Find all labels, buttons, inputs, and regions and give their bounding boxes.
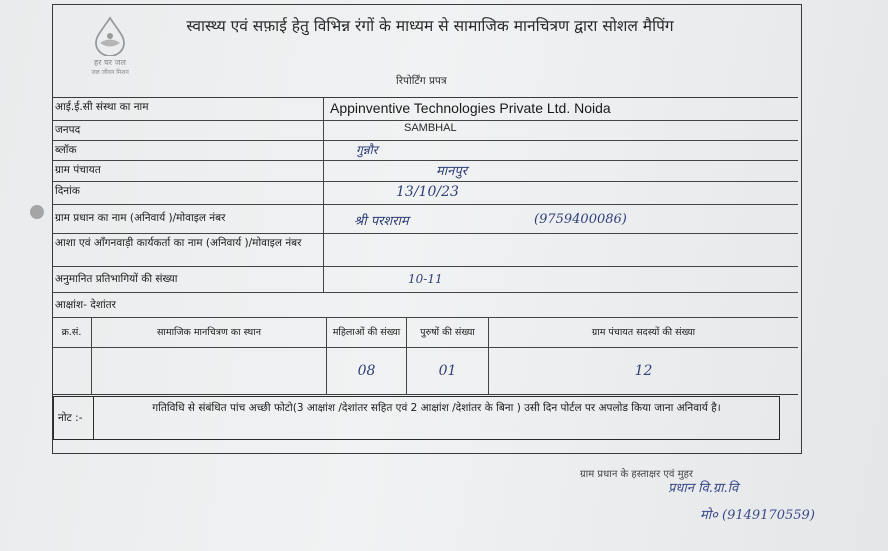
signature-label: ग्राम प्रधान के हस्ताक्षर एवं मुहर (580, 469, 693, 480)
field-value-date: 13/10/23 (396, 184, 459, 200)
field-value-district: SAMBHAL (404, 122, 457, 134)
signature-line-2: मो० (9149170559) (700, 508, 815, 523)
table-header-men: पुरुषों की संख्या (407, 318, 489, 348)
field-label-asha: आशा एवं आँगनवाड़ी कार्यकर्ता का नाम (अनिवार्य )/मोवाइल नंबर (52, 234, 324, 266)
field-label-latlong: आक्षांश- देशांतर (55, 299, 116, 311)
field-label-block: ब्लॉक (52, 141, 324, 160)
logo-line-2: जल जीवन मिशन (91, 69, 129, 76)
logo-line-1: हर घर जल (94, 58, 126, 67)
field-row-date (52, 182, 798, 205)
field-row-latlong (52, 293, 798, 317)
field-value-latlong (324, 293, 798, 317)
field-value-pradhan-mobile: (9759400086) (534, 212, 627, 227)
field-label-gram-panchayat: ग्राम पंचायत (52, 161, 324, 181)
field-value-asha (324, 234, 798, 266)
field-label-district: जनपद (52, 121, 324, 140)
form-fields (52, 97, 798, 317)
field-value-participants: 10-11 (408, 272, 443, 286)
field-value-gram-panchayat: मानपुर (436, 164, 468, 179)
participants-table (52, 317, 798, 395)
table-header-location: सामाजिक मानचित्रण का स्थान (92, 318, 327, 348)
field-label-date: दिनांक (52, 182, 324, 204)
field-row-block (52, 141, 798, 161)
table-cell-men: 01 (407, 348, 489, 394)
ink-smudge (30, 205, 44, 219)
note-box (53, 396, 780, 440)
table-header-members: ग्राम पंचायत सदस्यों की संख्या (489, 318, 798, 348)
signature-line-1: प्रधान वि.ग्रा.वि (668, 481, 739, 496)
field-label-iec: आई.ई.सी संस्था का नाम (52, 98, 324, 120)
water-drop-icon (90, 16, 130, 56)
field-row-pradhan (52, 205, 798, 234)
field-label-participants: अनुमानित प्रतिभागियों की संख्या (52, 267, 324, 292)
field-value-pradhan-name: श्री परशराम (354, 214, 409, 229)
jal-jeevan-mission-logo (60, 16, 160, 78)
form-title: स्वास्थ्य एवं सफ़ाई हेतु विभिन्न रंगों के माध्यम से सामाजिक मानचित्रण द्वारा सोशल मैपिंग (186, 17, 674, 35)
table-cell-members: 12 (634, 363, 653, 379)
form-subtitle: रिपोर्टिंग प्रपत्र (396, 75, 447, 87)
field-row-iec (52, 98, 798, 121)
note-text: गतिविधि से संबंधित पांच अच्छी फोटो(3 आक्षांश /देशांतर सहित एवं 2 आक्षांश /देशांतर के बिना ) उसी दिन पोर्टल पर अपलोड किया जाना अनिवार्य है। (152, 402, 721, 414)
table-header-serial: क्र.सं. (52, 318, 92, 348)
field-row-gram-panchayat (52, 161, 798, 182)
table-header-women: महिलाओं की संख्या (327, 318, 407, 348)
table-cell-women: 08 (327, 348, 407, 394)
field-row-district (52, 121, 798, 141)
table-cell-location (92, 348, 327, 394)
field-row-asha (52, 234, 798, 267)
note-label: नोट :- (54, 397, 94, 439)
field-value-iec: Appinventive Technologies Private Ltd. Noida (330, 100, 611, 116)
field-label-pradhan: ग्राम प्रधान का नाम (अनिवार्य )/मोवाइल नंबर (52, 205, 324, 233)
field-value-block: गुन्नौर (356, 143, 378, 157)
table-cell-serial (52, 348, 92, 394)
field-row-participants (52, 267, 798, 293)
